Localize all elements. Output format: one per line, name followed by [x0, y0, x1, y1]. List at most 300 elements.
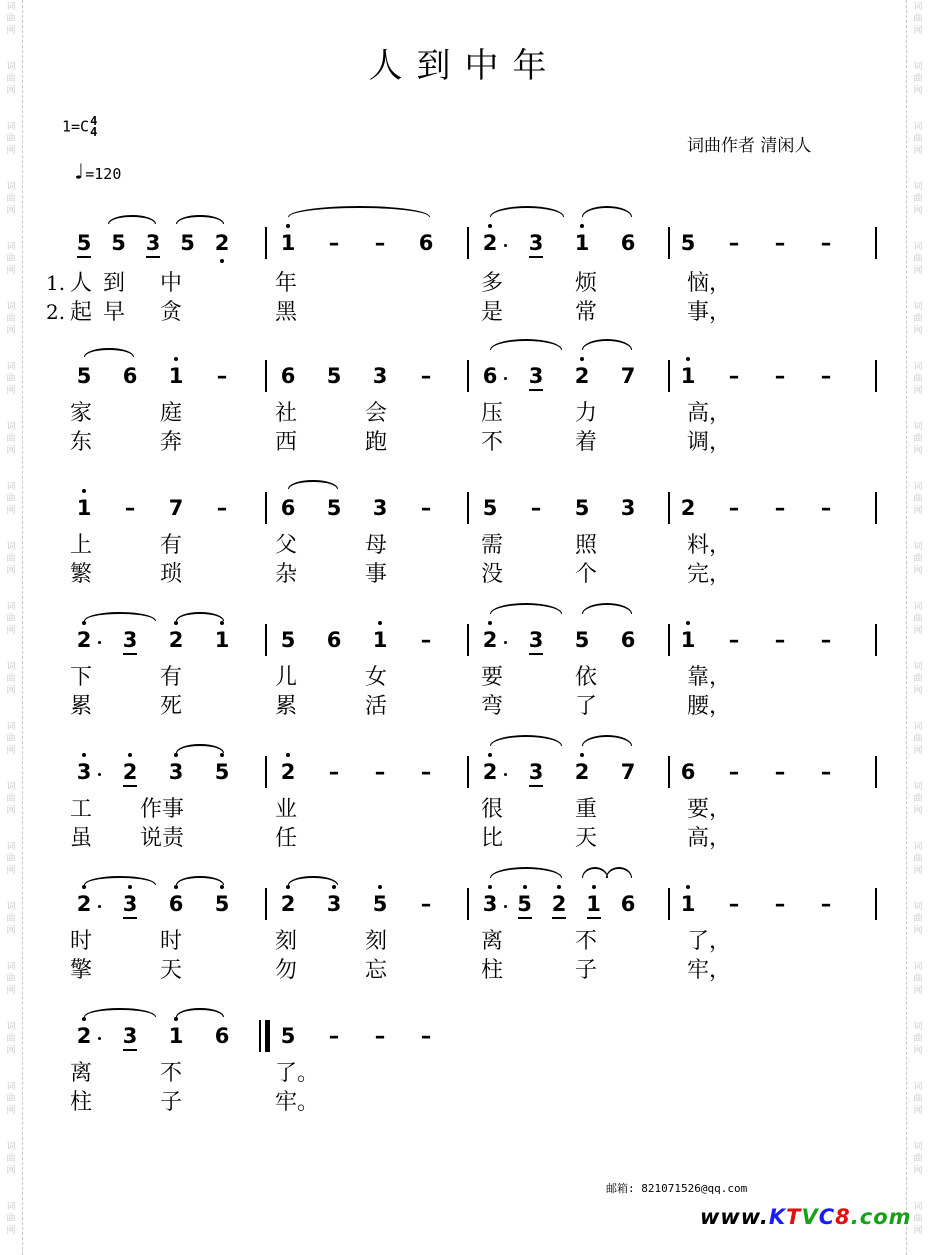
note-digit: 3: [326, 892, 342, 916]
lyric-syllable: 有: [160, 533, 183, 558]
note: [582, 892, 606, 916]
lyric-syllable: 说责: [140, 826, 185, 851]
note-digit: –: [728, 364, 740, 388]
eighth-underline: [529, 785, 543, 787]
watermark-glyph: 网: [913, 986, 923, 996]
eighth-underline: [529, 653, 543, 655]
watermark-glyph: 网: [913, 866, 923, 876]
watermark-glyph: 网: [6, 1046, 16, 1056]
octave-dot: [82, 489, 86, 493]
octave-dot: [686, 621, 690, 625]
note-digit: –: [820, 760, 832, 784]
lyric-syllable: 要，: [687, 797, 732, 822]
lyric-syllable: 弯: [481, 694, 504, 719]
dash: [768, 760, 792, 784]
watermark-glyph: 网: [913, 926, 923, 936]
bar-line: [265, 888, 267, 920]
lyric-syllable: 了。: [275, 1061, 320, 1086]
note-digit: 6: [168, 892, 184, 916]
note-digit: 2: [76, 628, 92, 652]
note: [524, 364, 548, 388]
watermark-glyph: 词: [913, 1202, 923, 1212]
note: [210, 628, 234, 652]
watermark-glyph: 曲: [6, 494, 16, 504]
watermark-glyph: 曲: [913, 554, 923, 564]
note: [676, 231, 700, 255]
watermark-glyph: 曲: [6, 1094, 16, 1104]
watermark-glyph: 词: [6, 242, 16, 252]
lyric-syllable: 有: [160, 665, 183, 690]
note-digit: 3: [122, 628, 138, 652]
octave-dot: [82, 1017, 86, 1021]
watermark-glyph: 曲: [6, 974, 16, 984]
dash: [322, 1024, 346, 1048]
bar-line: [467, 360, 469, 392]
watermark-glyph: 曲: [6, 854, 16, 864]
note: [141, 231, 165, 255]
note-digit: 6: [620, 628, 636, 652]
note-digit: 3: [528, 760, 544, 784]
watermark-glyph: 网: [913, 806, 923, 816]
dash: [414, 628, 438, 652]
footer-site: [700, 1205, 912, 1229]
lyric-syllable: 需: [481, 533, 504, 558]
note-digit: 6: [122, 364, 138, 388]
dash: [414, 364, 438, 388]
lyric-syllable: 牢。: [275, 1090, 320, 1115]
watermark-glyph: 词: [913, 1082, 923, 1092]
watermark-glyph: 词: [6, 962, 16, 972]
note-digit: 5: [574, 496, 590, 520]
lyric-syllable: 累: [70, 694, 93, 719]
slur: [490, 603, 562, 614]
watermark-glyph: 词: [6, 1082, 16, 1092]
lyric-syllable: 贪: [160, 300, 183, 325]
note-digit: 3: [145, 231, 161, 255]
watermark-glyph: 曲: [6, 1154, 16, 1164]
watermark-glyph: 词: [6, 1022, 16, 1032]
octave-dot: [378, 885, 382, 889]
note-digit: –: [420, 364, 432, 388]
slur: [582, 206, 632, 217]
lyric-syllable: 东: [70, 430, 93, 455]
note-digit: –: [774, 364, 786, 388]
watermark-glyph: 词: [913, 122, 923, 132]
site-suffix: .com: [850, 1205, 912, 1229]
dash: [768, 231, 792, 255]
note: [72, 364, 96, 388]
bar-line: [875, 888, 877, 920]
note: [478, 892, 502, 916]
note: [164, 1024, 188, 1048]
note: [570, 364, 594, 388]
note-digit: 6: [280, 496, 296, 520]
watermark-glyph: 网: [6, 866, 16, 876]
note-digit: –: [420, 628, 432, 652]
lyric-syllable: 会: [365, 401, 388, 426]
watermark-glyph: 词: [913, 842, 923, 852]
note: [107, 231, 131, 255]
lyric-syllable: 离: [481, 929, 504, 954]
watermark-glyph: 网: [6, 686, 16, 696]
watermark-glyph: 网: [6, 26, 16, 36]
bar-line: [467, 227, 469, 259]
footer-email: 邮箱: 821071526@qq.com: [606, 1182, 748, 1195]
watermark-glyph: 网: [6, 446, 16, 456]
lyric-syllable: 庭: [160, 401, 183, 426]
octave-dot: [523, 885, 527, 889]
watermark-glyph: 词: [6, 662, 16, 672]
verse-number: 1.: [46, 271, 66, 295]
note-digit: 3: [122, 1024, 138, 1048]
lyric-syllable: 勿: [275, 958, 298, 983]
note-digit: 6: [214, 1024, 230, 1048]
note-digit: 5: [280, 1024, 296, 1048]
watermark-glyph: 曲: [913, 674, 923, 684]
note-digit: 1: [168, 1024, 184, 1048]
watermark-glyph: 网: [913, 446, 923, 456]
dash: [814, 496, 838, 520]
lyric-syllable: 腰，: [687, 694, 732, 719]
slur: [176, 215, 224, 224]
watermark-glyph: 曲: [913, 794, 923, 804]
note-digit: 2: [280, 892, 296, 916]
note-digit: –: [374, 1024, 386, 1048]
watermark-glyph: 网: [913, 626, 923, 636]
note-digit: –: [820, 892, 832, 916]
note: [616, 364, 640, 388]
augmentation-dot: [504, 773, 507, 776]
note: [164, 892, 188, 916]
note: [72, 892, 96, 916]
lyric-syllable: 儿: [275, 665, 298, 690]
watermark-glyph: 词: [6, 362, 16, 372]
lyric-syllable: 着: [575, 430, 598, 455]
note: [72, 628, 96, 652]
note: [478, 496, 502, 520]
lyric-syllable: 工: [70, 797, 93, 822]
site-prefix: www.: [700, 1205, 769, 1229]
note-digit: –: [420, 496, 432, 520]
lyric-syllable: 照: [575, 533, 598, 558]
lyric-syllable: 死: [160, 694, 183, 719]
bar-line: [265, 492, 267, 524]
note-digit: 1: [214, 628, 230, 652]
note-digit: –: [774, 496, 786, 520]
dash: [814, 628, 838, 652]
note-digit: 3: [528, 231, 544, 255]
note-digit: 5: [214, 760, 230, 784]
octave-dot: [174, 753, 178, 757]
note: [676, 496, 700, 520]
note-digit: 3: [168, 760, 184, 784]
lyric-syllable: 离: [70, 1061, 93, 1086]
lyric-syllable: 依: [575, 665, 598, 690]
watermark-glyph: 曲: [913, 374, 923, 384]
note-digit: 2: [680, 496, 696, 520]
watermark-glyph: 网: [6, 566, 16, 576]
slur: [582, 867, 608, 878]
note-digit: 6: [680, 760, 696, 784]
note-digit: 3: [76, 760, 92, 784]
octave-dot: [378, 621, 382, 625]
watermark-glyph: 词: [6, 602, 16, 612]
lyric-syllable: 累: [275, 694, 298, 719]
lyric-syllable: 社: [275, 401, 298, 426]
lyric-syllable: 柱: [481, 958, 504, 983]
note: [118, 1024, 142, 1048]
note: [676, 628, 700, 652]
note: [210, 892, 234, 916]
slur: [490, 339, 562, 350]
octave-dot: [580, 224, 584, 228]
lyric-syllable: 个: [575, 562, 598, 587]
note-digit: 2: [482, 628, 498, 652]
octave-dot: [174, 1017, 178, 1021]
note-digit: 1: [372, 628, 388, 652]
augmentation-dot: [504, 377, 507, 380]
note-digit: 5: [326, 496, 342, 520]
note-digit: 3: [620, 496, 636, 520]
note-digit: –: [328, 760, 340, 784]
slur: [176, 876, 224, 885]
watermark-glyph: 词: [913, 602, 923, 612]
watermark-glyph: 网: [913, 386, 923, 396]
note-digit: 6: [280, 364, 296, 388]
watermark-glyph: 网: [913, 1226, 923, 1236]
note: [570, 760, 594, 784]
note: [478, 231, 502, 255]
slur: [288, 206, 430, 217]
watermark-glyph: 网: [6, 146, 16, 156]
note: [72, 1024, 96, 1048]
lyric-syllable: 力: [575, 401, 598, 426]
watermark-glyph: 网: [913, 26, 923, 36]
watermark-glyph: 网: [6, 326, 16, 336]
note-digit: 1: [574, 231, 590, 255]
watermark-glyph: 词: [6, 422, 16, 432]
dash: [210, 496, 234, 520]
watermark-glyph: 曲: [913, 1034, 923, 1044]
eighth-underline: [552, 917, 566, 919]
watermark-glyph: 词: [6, 722, 16, 732]
lyric-syllable: 擎: [70, 958, 93, 983]
dash: [814, 892, 838, 916]
note: [322, 628, 346, 652]
lyric-syllable: 比: [481, 826, 504, 851]
watermark-glyph: 网: [6, 386, 16, 396]
note-digit: –: [216, 496, 228, 520]
watermark-glyph: 网: [913, 686, 923, 696]
lyric-syllable: 牢，: [687, 958, 732, 983]
lyric-syllable: 时: [70, 929, 93, 954]
eighth-underline: [123, 653, 137, 655]
note-digit: 6: [620, 892, 636, 916]
watermark-glyph: 曲: [6, 434, 16, 444]
note-digit: 1: [680, 364, 696, 388]
note-digit: 2: [482, 231, 498, 255]
note: [570, 496, 594, 520]
watermark-glyph: 曲: [913, 974, 923, 984]
note: [322, 892, 346, 916]
octave-dot: [488, 224, 492, 228]
note: [414, 231, 438, 255]
lyric-syllable: 忘: [365, 958, 388, 983]
octave-dot: [686, 357, 690, 361]
octave-dot: [286, 753, 290, 757]
bar-line: [668, 360, 670, 392]
note-digit: 5: [280, 628, 296, 652]
bar-line: [467, 888, 469, 920]
dash: [814, 760, 838, 784]
lyric-syllable: 琐: [160, 562, 183, 587]
watermark-glyph: 曲: [913, 1214, 923, 1224]
watermark-glyph: 网: [6, 746, 16, 756]
watermark-glyph: 曲: [913, 854, 923, 864]
note-digit: 7: [620, 364, 636, 388]
watermark-glyph: 词: [913, 422, 923, 432]
tempo-value: =120: [85, 165, 122, 183]
note-digit: 5: [76, 231, 92, 255]
lyric-syllable: 跑: [365, 430, 388, 455]
note: [72, 760, 96, 784]
song-title: 人到中年: [368, 46, 561, 86]
slur: [288, 480, 338, 489]
note-digit: 3: [528, 364, 544, 388]
watermark-glyph: 网: [913, 746, 923, 756]
bar-line: [875, 756, 877, 788]
lyric-syllable: 人: [70, 271, 93, 296]
augmentation-dot: [98, 641, 101, 644]
watermark-glyph: 曲: [6, 14, 16, 24]
watermark-glyph: 曲: [913, 194, 923, 204]
watermark-glyph: 曲: [913, 74, 923, 84]
eighth-underline: [587, 917, 601, 919]
note-digit: 2: [551, 892, 567, 916]
watermark-glyph: 曲: [913, 914, 923, 924]
lyric-syllable: 上: [70, 533, 93, 558]
lyric-syllable: 很: [481, 797, 504, 822]
lyric-syllable: 了: [575, 694, 598, 719]
note: [570, 628, 594, 652]
watermark-glyph: 曲: [6, 614, 16, 624]
lyric-syllable: 到: [103, 271, 126, 296]
note: [616, 231, 640, 255]
note-digit: –: [728, 231, 740, 255]
bar-line: [265, 756, 267, 788]
bar-line: [265, 360, 267, 392]
note: [276, 496, 300, 520]
note: [478, 760, 502, 784]
final-barline-thick: [265, 1020, 270, 1052]
slur: [606, 867, 632, 878]
note: [524, 760, 548, 784]
lyric-syllable: 高，: [687, 826, 732, 851]
bar-line: [668, 756, 670, 788]
lyric-syllable: 常: [575, 300, 598, 325]
note: [616, 628, 640, 652]
note-digit: 1: [680, 628, 696, 652]
site-k: K: [768, 1205, 787, 1229]
augmentation-dot: [504, 244, 507, 247]
slur: [84, 1008, 156, 1017]
watermark-glyph: 词: [6, 542, 16, 552]
watermark-glyph: 曲: [6, 554, 16, 564]
note-digit: 1: [168, 364, 184, 388]
watermark-glyph: 网: [6, 206, 16, 216]
note-digit: 2: [76, 1024, 92, 1048]
watermark-glyph: 曲: [913, 314, 923, 324]
note-digit: 5: [372, 892, 388, 916]
eighth-underline: [123, 785, 137, 787]
watermark-glyph: 网: [913, 206, 923, 216]
lyric-syllable: 虽: [70, 826, 93, 851]
note: [118, 628, 142, 652]
lyric-syllable: 不: [575, 929, 598, 954]
dash: [414, 892, 438, 916]
watermark-glyph: 曲: [6, 374, 16, 384]
note: [616, 496, 640, 520]
lyric-syllable: 年: [275, 271, 298, 296]
bar-line: [875, 227, 877, 259]
note: [524, 628, 548, 652]
watermark-glyph: 词: [913, 62, 923, 72]
lyric-syllable: 天: [160, 958, 183, 983]
note-digit: 7: [620, 760, 636, 784]
dash: [722, 628, 746, 652]
slur: [582, 339, 632, 350]
watermark-glyph: 网: [6, 506, 16, 516]
lyric-syllable: 要: [481, 665, 504, 690]
note-digit: –: [820, 496, 832, 520]
note-digit: 3: [372, 496, 388, 520]
note-digit: –: [820, 628, 832, 652]
dash: [368, 1024, 392, 1048]
slur: [582, 603, 632, 614]
lyric-syllable: 子: [160, 1090, 183, 1115]
note: [276, 1024, 300, 1048]
lyric-syllable: 重: [575, 797, 598, 822]
time-sig-top: 4: [90, 114, 98, 128]
lyric-syllable: 中: [160, 271, 183, 296]
octave-dot: [286, 224, 290, 228]
bar-line: [668, 624, 670, 656]
lyric-syllable: 料，: [687, 533, 732, 558]
note-digit: 2: [168, 628, 184, 652]
eighth-underline: [146, 256, 160, 258]
augmentation-dot: [98, 773, 101, 776]
note-digit: –: [774, 760, 786, 784]
lyric-syllable: 活: [365, 694, 388, 719]
dash: [368, 760, 392, 784]
site-v: V: [801, 1205, 819, 1229]
augmentation-dot: [504, 641, 507, 644]
lyric-syllable: 子: [575, 958, 598, 983]
note: [118, 892, 142, 916]
note: [210, 1024, 234, 1048]
watermark-glyph: 曲: [6, 194, 16, 204]
note: [368, 496, 392, 520]
note-digit: 1: [76, 496, 92, 520]
watermark-glyph: 曲: [913, 734, 923, 744]
note: [676, 364, 700, 388]
note-digit: 2: [574, 760, 590, 784]
octave-dot: [220, 753, 224, 757]
dash: [768, 364, 792, 388]
key-label: 1=C: [62, 117, 90, 136]
eighth-underline: [77, 256, 91, 258]
octave-dot: [592, 885, 596, 889]
